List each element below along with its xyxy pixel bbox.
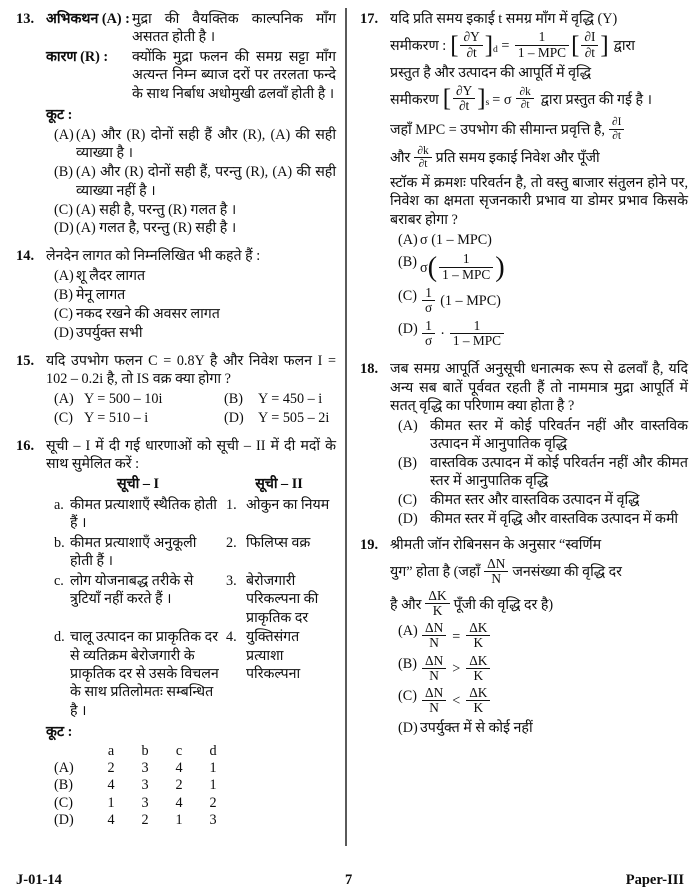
numerator: 1 bbox=[439, 252, 493, 267]
question-13 bbox=[14, 10, 336, 238]
cell-d: 3 bbox=[209, 812, 217, 829]
list-2-num: 3. bbox=[226, 572, 237, 589]
match-row bbox=[46, 496, 336, 533]
population-growth-text: जनसंख्या की वृद्धि दर bbox=[512, 564, 622, 581]
denominator: K bbox=[473, 667, 484, 683]
option-c-label: (C) bbox=[398, 287, 417, 304]
cell-a: 1 bbox=[107, 794, 115, 811]
numerator: 1 bbox=[450, 319, 504, 334]
option-a[interactable] bbox=[46, 126, 336, 163]
right-fraction bbox=[466, 621, 490, 650]
numerator: 1 bbox=[422, 286, 435, 301]
paren-close: ) bbox=[495, 252, 505, 284]
eq1-numerator: ∂Y bbox=[460, 30, 482, 45]
option-d[interactable] bbox=[390, 510, 688, 528]
list-1-text: चालू उत्पादन का प्राकृतिक दर से व्यतिक्रम बेरोजगारी के प्राकृतिक दर से उसके विचलन के साथ प्रतिलोमतः सम्बन्धित है । bbox=[70, 629, 219, 719]
question-14-stem: लेनदेन लागत को निम्नलिखित भी कहते हैं : bbox=[46, 248, 261, 265]
option-b[interactable] bbox=[46, 163, 336, 200]
numerator: 1 bbox=[422, 319, 435, 334]
option-a-label: (A) bbox=[54, 390, 74, 407]
sigma-symbol: σ bbox=[420, 259, 428, 276]
question-17-number: 17. bbox=[360, 11, 379, 27]
cell-a: 4 bbox=[107, 812, 115, 829]
question-15-options bbox=[46, 390, 336, 428]
golden-age-text: युग” होता है (जहॉं bbox=[390, 564, 481, 581]
eq1-denominator-2: ∂t bbox=[584, 44, 596, 60]
option-c-label: (C) bbox=[398, 687, 417, 704]
denominator: σ bbox=[425, 299, 433, 315]
question-19-options bbox=[390, 622, 688, 737]
code-option-d[interactable] bbox=[54, 812, 336, 829]
capital-growth-text: पूँजी की वृद्धि दर है) bbox=[453, 596, 554, 613]
eq2-numerator: ∂Y bbox=[453, 84, 475, 99]
eq1-bracket-right bbox=[571, 31, 609, 60]
match-table-header bbox=[46, 475, 336, 493]
code-col-c: c bbox=[175, 742, 183, 759]
code-row-label: (A) bbox=[54, 760, 74, 777]
question-13-assertion bbox=[46, 10, 336, 47]
option-a-expression bbox=[420, 622, 688, 651]
option-b-label: (B) bbox=[398, 455, 417, 472]
code-row-label bbox=[54, 743, 94, 760]
right-fraction bbox=[466, 654, 490, 683]
cell-c: 2 bbox=[175, 777, 183, 794]
eq1-mpc-numerator: 1 bbox=[515, 30, 569, 45]
question-19-number: 19. bbox=[360, 537, 379, 554]
eq2-partial-Y-t bbox=[453, 84, 475, 113]
list-1-key: c. bbox=[54, 572, 64, 589]
investment-capital-text: प्रति समय इकाई निवेश और पूँजी bbox=[435, 149, 600, 166]
question-19-stem-line3 bbox=[390, 590, 688, 619]
option-b[interactable] bbox=[390, 652, 688, 684]
population-growth-fraction bbox=[484, 557, 508, 586]
footer-paper-label: Paper-III bbox=[625, 872, 684, 888]
option-a-text: σ (1 – MPC) bbox=[420, 231, 492, 248]
capital-growth-fraction bbox=[425, 589, 449, 618]
eq2-sigma: = σ bbox=[492, 91, 512, 108]
option-d-label: (D) bbox=[398, 511, 418, 528]
numerator: ΔN bbox=[422, 621, 446, 636]
bracket-close: ] bbox=[477, 85, 486, 113]
question-17-equation-2 bbox=[390, 85, 688, 114]
cell-a: 2 bbox=[107, 760, 115, 777]
left-fraction bbox=[422, 654, 446, 683]
bracket-open: [ bbox=[571, 31, 580, 59]
option-c-label: (C) bbox=[54, 201, 73, 218]
option-a-label: (A) bbox=[398, 231, 418, 248]
option-c-text[interactable]: Y = 510 – i bbox=[84, 410, 149, 427]
option-a[interactable] bbox=[390, 231, 688, 249]
match-row bbox=[46, 534, 336, 571]
question-15 bbox=[14, 352, 336, 428]
option-a-text: शू लैदर लागत bbox=[76, 267, 146, 284]
eq2-partial-k-t bbox=[516, 86, 533, 111]
code-row-label: (B) bbox=[54, 777, 73, 794]
option-b-label: (B) bbox=[398, 655, 417, 672]
footer-page-number: 7 bbox=[345, 872, 353, 888]
question-17-stem-line1: यदि प्रति समय इकाई t समग्र मॉंग में वृद्धि (Y) bbox=[390, 11, 618, 27]
answer-code-table bbox=[46, 743, 336, 830]
option-a[interactable] bbox=[46, 267, 336, 285]
question-16-stem: सूची – I में दी गई धारणाओं को सूची – II में दी मदों के साथ सुमेलित करें : bbox=[46, 437, 336, 472]
list-1-text: कीमत प्रत्याशाएँ अनुकूली होती हैं । bbox=[70, 534, 197, 570]
option-d-text: (A) गलत है, परन्तु (R) सही है । bbox=[76, 220, 237, 237]
bracket-close: ] bbox=[600, 31, 609, 59]
option-d-label: (D) bbox=[54, 324, 74, 341]
question-16 bbox=[14, 437, 336, 830]
eq1-mpc-fraction bbox=[515, 30, 569, 59]
question-17-options bbox=[390, 231, 688, 349]
cell-c: 4 bbox=[175, 760, 183, 777]
option-d[interactable] bbox=[46, 324, 336, 342]
option-c-label: (C) bbox=[54, 410, 73, 427]
question-17-stem-line3 bbox=[390, 117, 688, 142]
option-c-expression bbox=[420, 284, 688, 316]
eq2-numerator-2: ∂k bbox=[516, 86, 533, 99]
denominator: ∂t bbox=[612, 129, 622, 142]
eq2-denominator-2: ∂t bbox=[520, 99, 530, 112]
code-option-a[interactable] bbox=[54, 760, 336, 777]
eq2-bracket bbox=[443, 85, 490, 114]
numerator: ∂I bbox=[609, 116, 624, 129]
left-column bbox=[14, 10, 336, 836]
option-d[interactable] bbox=[390, 317, 688, 349]
cell-b: 2 bbox=[141, 812, 149, 829]
numerator: ΔN bbox=[422, 686, 446, 701]
eq1-partial-I-t bbox=[581, 30, 598, 59]
denominator: σ bbox=[425, 333, 433, 349]
option-b-label: (B) bbox=[54, 286, 73, 303]
denominator: ∂t bbox=[418, 157, 428, 170]
option-d[interactable] bbox=[390, 719, 688, 737]
option-b-text: मेनू लागत bbox=[76, 286, 126, 303]
denominator: K bbox=[473, 635, 484, 651]
option-a[interactable] bbox=[390, 417, 688, 454]
cell-d: 2 bbox=[209, 794, 217, 811]
option-a-text: कीमत स्तर में कोई परिवर्तन नहीं और वास्तविक उत्पादन में आनुपातिक वृद्धि bbox=[430, 417, 688, 453]
option-c[interactable] bbox=[46, 305, 336, 323]
option-c[interactable] bbox=[46, 201, 336, 219]
relation-symbol: < bbox=[452, 693, 461, 710]
option-b[interactable] bbox=[46, 286, 336, 304]
list-2-num: 1. bbox=[226, 496, 237, 513]
eq2-denominator: ∂t bbox=[458, 98, 470, 114]
left-fraction bbox=[422, 686, 446, 715]
option-b-expression bbox=[420, 652, 688, 684]
partial-I-t-fraction bbox=[609, 116, 624, 141]
mpc-definition-text: जहॉं MPC = उपभोग की सीमान्त प्रवृत्ति है, bbox=[390, 121, 605, 138]
option-c-fraction bbox=[422, 286, 435, 315]
question-19 bbox=[358, 536, 688, 738]
code-col-b: b bbox=[141, 742, 149, 759]
option-d-text: कीमत स्तर में वृद्धि और वास्तविक उत्पादन में कमी bbox=[430, 511, 679, 528]
and-word: और bbox=[390, 149, 411, 166]
denominator: K bbox=[432, 603, 443, 619]
option-c-expression bbox=[420, 684, 688, 716]
reason-text: क्योंकि मुद्रा फलन की समग्र सट्टा मॉंग अत्यन्त निम्न ब्याज दरों पर तरलता फन्दे के साथ निर्बाध अधोमुखी ढलवॉं होती है । bbox=[132, 48, 336, 102]
multiplication-dot: · bbox=[440, 326, 445, 343]
question-13-number: 13. bbox=[16, 11, 35, 27]
question-14 bbox=[14, 247, 336, 342]
denominator: K bbox=[473, 700, 484, 716]
option-a-label: (A) bbox=[54, 267, 74, 284]
option-c[interactable] bbox=[390, 684, 688, 716]
code-col-a: a bbox=[107, 742, 115, 759]
eq1-equals: = bbox=[497, 37, 513, 54]
numerator: ΔK bbox=[466, 654, 490, 669]
option-d-expression bbox=[420, 317, 688, 349]
question-17-equation-1 bbox=[390, 31, 688, 60]
relation-symbol: = bbox=[452, 628, 461, 645]
right-column bbox=[358, 10, 688, 745]
numerator: ΔK bbox=[466, 621, 490, 636]
denominator: N bbox=[491, 570, 502, 586]
question-17-stem-line2: प्रस्तुत है और उत्पादन की आपूर्ति में वृद्धि bbox=[390, 64, 592, 81]
left-fraction bbox=[422, 621, 446, 650]
option-d-fraction-1 bbox=[422, 319, 435, 348]
option-a-label: (A) bbox=[398, 623, 418, 640]
option-d-text: उपर्युक्त सभी bbox=[76, 324, 143, 341]
cell-a: 4 bbox=[107, 777, 115, 794]
option-b-expression bbox=[420, 253, 688, 282]
eq1-mpc-denominator: 1 – MPC bbox=[517, 44, 567, 60]
question-16-number: 16. bbox=[16, 437, 35, 454]
option-b-text[interactable]: Y = 450 – i bbox=[258, 390, 323, 407]
eq1-tail: द्वारा bbox=[613, 37, 635, 54]
list-1-key: b. bbox=[54, 534, 65, 551]
question-17 bbox=[358, 10, 688, 353]
question-14-number: 14. bbox=[16, 248, 35, 265]
eq2-subscript: s bbox=[485, 97, 490, 109]
bracket-close: ] bbox=[484, 31, 493, 59]
cell-b: 3 bbox=[141, 777, 149, 794]
question-13-reason bbox=[46, 48, 336, 103]
question-18 bbox=[358, 360, 688, 529]
denominator: N bbox=[429, 700, 439, 716]
question-13-options bbox=[46, 126, 336, 238]
cell-b: 3 bbox=[141, 760, 149, 777]
bracket-open: [ bbox=[450, 31, 459, 59]
option-a-label: (A) bbox=[54, 126, 74, 143]
question-19-stem-line2 bbox=[390, 555, 688, 587]
list-2-header: सूची – II bbox=[255, 476, 303, 493]
option-c-label: (C) bbox=[54, 305, 73, 322]
cell-d: 1 bbox=[209, 777, 217, 794]
question-16-code-label: कूट : bbox=[46, 724, 73, 741]
list-2-num: 2. bbox=[226, 534, 237, 551]
column-divider bbox=[345, 8, 347, 846]
option-d-label: (D) bbox=[224, 410, 244, 427]
option-a-label: (A) bbox=[398, 417, 418, 434]
eq1-bracket-left bbox=[450, 31, 498, 60]
question-15-number: 15. bbox=[16, 352, 35, 369]
list-2-text: ओकुन का नियम bbox=[246, 496, 330, 513]
eq2-tail: द्वारा प्रस्तुत की गई है । bbox=[540, 91, 653, 108]
option-b[interactable] bbox=[390, 454, 688, 491]
code-col-d: d bbox=[209, 742, 217, 759]
option-c-text: कीमत स्तर और वास्तविक उत्पादन में वृद्धि bbox=[430, 492, 640, 509]
partial-k-t-fraction bbox=[414, 145, 431, 170]
relation-symbol: > bbox=[452, 661, 461, 678]
list-1-header: सूची – I bbox=[117, 476, 159, 493]
question-17-stem-line5: स्टॉक में क्रमशः परिवर्तन है, तो वस्तु बाजार संतुलन होने पर, निवेश का क्षमता सृजनकारी प्रभाव या डोमर प्रभाव किसके बराबर होगा ? bbox=[390, 174, 688, 228]
cell-d: 1 bbox=[209, 760, 217, 777]
option-b-fraction bbox=[439, 252, 493, 281]
question-14-options bbox=[46, 267, 336, 342]
cell-b: 3 bbox=[141, 794, 149, 811]
bracket-open: [ bbox=[442, 85, 451, 113]
option-d-label: (D) bbox=[398, 320, 418, 337]
option-d-text[interactable]: Y = 505 – 2i bbox=[258, 410, 330, 427]
option-c[interactable] bbox=[390, 284, 688, 316]
list-1-key: a. bbox=[54, 496, 64, 513]
right-fraction bbox=[466, 686, 490, 715]
question-15-stem: यदि उपभोग फलन C = 0.8Y है और निवेश फलन I = 102 – 0.2i है, तो IS वक्र क्या होगा ? bbox=[46, 352, 336, 388]
question-19-stem-line1: श्रीमती जॉन रोबिनसन के अनुसार “स्वर्णिम bbox=[390, 537, 602, 554]
numerator: ΔN bbox=[484, 557, 508, 572]
eq1-numerator-2: ∂I bbox=[581, 30, 598, 45]
list-1-key: d. bbox=[54, 629, 65, 646]
question-17-stem-line4 bbox=[390, 146, 688, 171]
list-2-text: बेरोजगारी परिकल्पना की प्राकृतिक दर bbox=[246, 572, 319, 626]
question-18-stem: जब समग्र आपूर्ति अनुसूची धनात्मक रूप से ढलवॉं है, यदि अन्य सब बातें पूर्ववत रहती हैं तो नाममात्र मुद्रा आपूर्ति में सतत् वृद्धि का परिणाम क्या होता है ? bbox=[390, 361, 688, 415]
option-c-text: नकद रखने की अवसर लागत bbox=[76, 305, 220, 322]
cell-c: 4 bbox=[175, 794, 183, 811]
numerator: ΔN bbox=[422, 654, 446, 669]
option-a-text[interactable]: Y = 500 – 10i bbox=[84, 390, 163, 407]
eq1-partial-Y-t bbox=[460, 30, 482, 59]
eq2-lead: समीकरण bbox=[390, 91, 439, 108]
denominator: N bbox=[429, 667, 439, 683]
option-c-text: (A) सही है, परन्तु (R) गलत है । bbox=[76, 201, 237, 218]
option-d-label: (D) bbox=[398, 720, 418, 737]
code-row-label: (D) bbox=[54, 812, 74, 829]
list-2-num: 4. bbox=[226, 629, 237, 646]
denominator: N bbox=[429, 635, 439, 651]
option-d-label: (D) bbox=[54, 220, 74, 237]
option-c[interactable] bbox=[390, 491, 688, 509]
code-header-row bbox=[54, 743, 336, 760]
assertion-text: मुद्रा की वैयक्तिक काल्पनिक मॉंग असतत होती है । bbox=[132, 11, 336, 46]
assertion-label: अभिकथन (A) : bbox=[46, 11, 130, 27]
option-b-text: (A) और (R) दोनों सही हैं, परन्तु (R), (A) की सही व्याख्या नहीं है । bbox=[76, 164, 336, 199]
option-b-label: (B) bbox=[398, 254, 417, 271]
numerator: ΔK bbox=[425, 589, 449, 604]
match-row bbox=[46, 572, 336, 627]
denominator: 1 – MPC bbox=[452, 333, 502, 349]
eq1-subscript: d bbox=[492, 43, 498, 55]
list-1-text: लोग योजनाबद्ध तरीके से त्रुटियाँ नहीं करते हैं । bbox=[70, 572, 194, 608]
option-b[interactable] bbox=[390, 253, 688, 282]
option-d-text: उपर्युक्त में से कोई नहीं bbox=[420, 720, 533, 737]
question-18-number: 18. bbox=[360, 361, 379, 378]
list-1-text: कीमत प्रत्याशाएँ स्थैतिक होती हैं । bbox=[70, 496, 217, 532]
code-option-b[interactable] bbox=[54, 777, 336, 794]
paren-open: ( bbox=[427, 252, 438, 284]
option-a-text: (A) और (R) दोनों सही हैं और (R), (A) की सही व्याख्या है । bbox=[76, 126, 336, 162]
reason-label: कारण (R) : bbox=[46, 48, 109, 65]
cell-c: 1 bbox=[175, 812, 183, 829]
option-b-label: (B) bbox=[54, 164, 73, 181]
question-18-options bbox=[390, 417, 688, 529]
code-option-c[interactable] bbox=[54, 795, 336, 812]
option-d-fraction-2 bbox=[450, 319, 504, 348]
option-d[interactable] bbox=[46, 219, 336, 237]
option-c-label: (C) bbox=[398, 492, 417, 509]
eq1-lead: समीकरण : bbox=[390, 37, 447, 54]
option-b-label: (B) bbox=[224, 390, 243, 407]
list-2-text: युक्तिसंगत प्रत्याशा परिकल्पना bbox=[246, 629, 301, 682]
list-2-text: फिलिप्स वक्र bbox=[246, 534, 311, 551]
numerator: ΔK bbox=[466, 686, 490, 701]
code-row-label: (C) bbox=[54, 794, 73, 811]
and-capital-text: है और bbox=[390, 596, 422, 613]
match-row bbox=[46, 628, 336, 720]
option-c-tail: (1 – MPC) bbox=[440, 293, 501, 310]
denominator: 1 – MPC bbox=[442, 266, 491, 282]
eq1-denominator: ∂t bbox=[466, 44, 477, 60]
question-13-code-label: कूट : bbox=[46, 107, 73, 124]
option-a[interactable] bbox=[390, 622, 688, 651]
numerator: ∂k bbox=[414, 145, 431, 158]
option-b-text: वास्तविक उत्पादन में कोई परिवर्तन नहीं और कीमत स्तर में आनुपातिक वृद्धि bbox=[430, 455, 688, 490]
footer-paper-code: J-01-14 bbox=[16, 872, 62, 888]
